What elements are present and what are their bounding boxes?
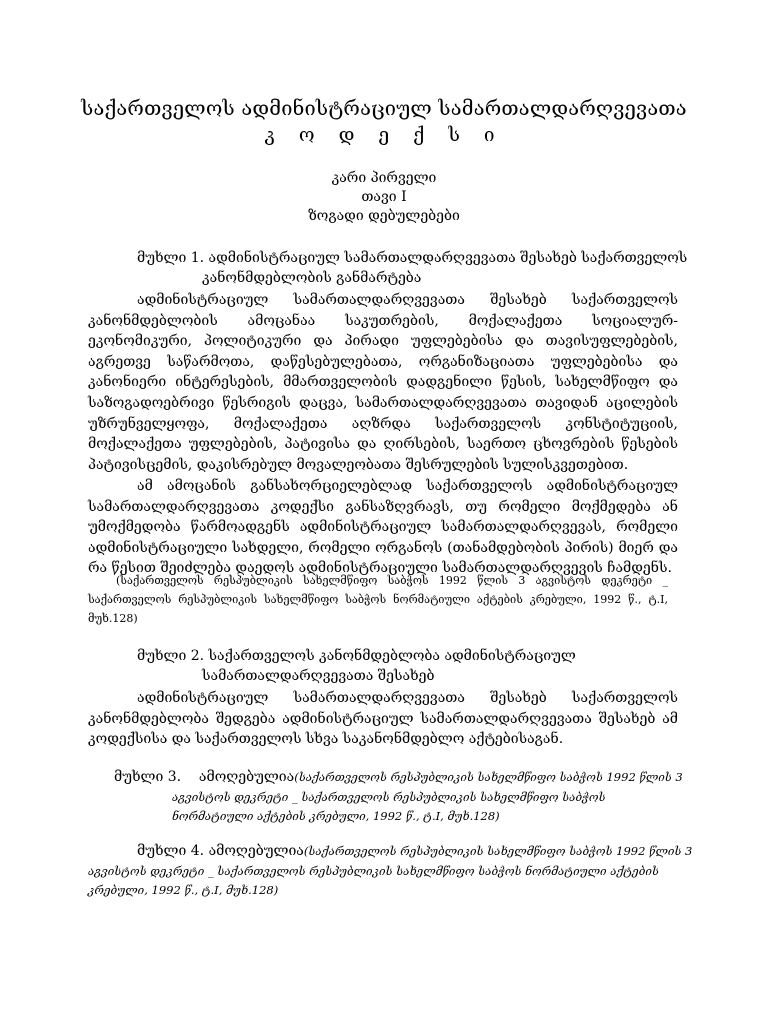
article-3-heading-line bbox=[114, 767, 683, 787]
chapter-title: ზოგადი დებულებები bbox=[308, 208, 460, 224]
article-4-source-note-rest: აგვისტოს დეკრეტი _ საქართველოს რესპუბლიკის სახელმწიფო საბჭოს ნორმატიული აქტების კრებული, 1992 წ., ტ.I, მუხ.128) bbox=[88, 864, 659, 897]
article-2-heading: მუხლი 2. საქართველოს კანონმდებლობა ადმინისტრაციულ bbox=[137, 648, 576, 664]
article-1-heading: მუხლი 1. ადმინისტრაციულ სამართალდარღვევათა შესახებ საქართველოს bbox=[137, 250, 688, 266]
article-3-heading: მუხლი 3. bbox=[114, 769, 182, 785]
article-1-paragraph-1: ადმინისტრაციულ სამართალდარღვევათა შესახებ საქართველოს კანონმდებლობის ამოცანაა საკუთრების, მოქალაქეთა სოციალურ-ეკონომიკური, პოლიტიკური და პირადი უფლებებისა და თავისუფლებების, აგრეთვე საწარმოთა, დაწესებულებათა, ორგანიზაციათა უფლებებისა და კანონიერი ინტერესების, მმართველობის დადგენილი წესის, სახელმწიფო და საზოგადოებრივი წესრიგის დაცვა, სამართალდარღვევათა თავიდან აცილების უზრუნველყოფა, მოქალაქეთა აღზრდა საქართველოს კონსტიტუციის, მოქალაქეთა უფლებების, პატივისა და ღირსების, საერთო ცხოვრების წესების პატივისცემის, დაკისრებულ მოვალეობათა შესრულების სულისკვეთებით. bbox=[88, 292, 678, 473]
article-2-heading-cont: სამართალდარღვევათა შესახებ bbox=[202, 668, 435, 684]
document-title: საქართველოს ადმინისტრაციულ სამართალდარღვევათა bbox=[81, 96, 687, 120]
part-heading: კარი პირველი bbox=[331, 170, 437, 186]
article-1-heading-cont: კანონმდებლობის განმარტება bbox=[202, 270, 422, 286]
article-1-source-note: (საქართველოს რესპუბლიკის სახელმწიფო საბჭოს 1992 წლის 3 აგვისტოს დეკრეტი _ საქართველოს რესპუბლიკის სახელმწიფო საბჭოს ნორმატიული აქტების კრებული, 1992 წ., ტ.I, მუხ.128) bbox=[88, 574, 668, 625]
chapter-heading: თავი I bbox=[361, 189, 407, 205]
article-3-status: ამოღებულია bbox=[198, 769, 295, 785]
article-1-paragraph-2: ამ ამოცანის განსახორციელებლად საქართველოს ადმინისტრაციულ სამართალდარღვევათა კოდექსი განსაზღვრავს, თუ რომელი მოქმედება ან უმოქმედობა წარმოადგენს ადმინისტრაციულ სამართალდარღვევას, რომელი ადმინისტრაციული სახდელი, რომელი ორგანოს (თანამდებობის პირის) მიერ და რა წესით შეიძლება დაედოს ადმინისტრაციული სამართალდარღვევის ჩამდენს. bbox=[88, 478, 678, 577]
article-2-paragraph-1: ადმინისტრაციულ სამართალდარღვევათა შესახებ საქართველოს კანონმდებლობა შედგება ადმინისტრაციულ სამართალდარღვევათა შესახებ ამ კოდექსისა და საქართველოს სხვა საკანონმდებლო აქტებისაგან. bbox=[88, 690, 678, 748]
article-3-source-note-start: (საქართველოს რესპუბლიკის სახელმწიფო საბჭოს 1992 წლის 3 bbox=[294, 770, 683, 784]
article-3-source-note-rest: აგვისტოს დეკრეტი _ საქართველოს რესპუბლიკის სახელმწიფო საბჭოს ნორმატიული აქტების კრებული, 1992 წ., ტ.I, მუხ.128) bbox=[172, 790, 606, 823]
article-4-heading-line bbox=[137, 841, 692, 861]
document-title-code: კ ო დ ე ქ ს ი bbox=[264, 124, 504, 146]
article-4-status: ამოღებულია bbox=[208, 843, 304, 859]
article-4-heading: მუხლი 4. bbox=[137, 843, 205, 859]
article-4-source-note-start: (საქართველოს რესპუბლიკის სახელმწიფო საბჭოს 1992 წლის 3 bbox=[303, 844, 693, 858]
